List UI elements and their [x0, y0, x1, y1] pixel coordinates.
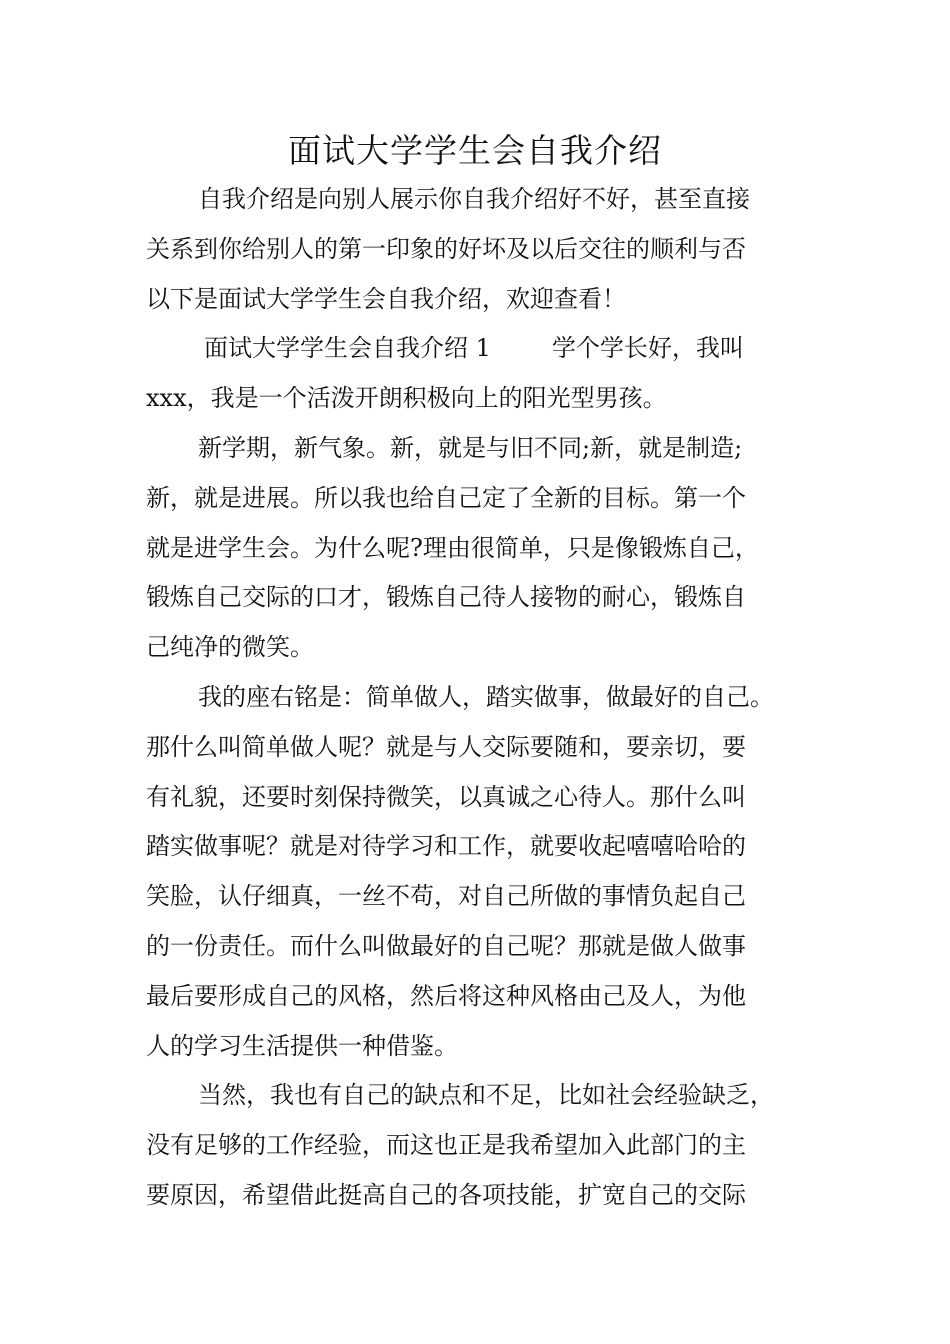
paragraph-line: 以下是面试大学学生会自我介绍，欢迎查看！ — [146, 284, 626, 313]
paragraph-line: 的一份责任。而什么叫做最好的自己呢？那就是做人做事 — [146, 931, 746, 960]
paragraph-line: xxx，我是一个活泼开朗积极向上的阳光型男孩。 — [146, 384, 667, 413]
paragraph-line: 我的座右铭是：简单做人，踏实做事，做最好的自己。 — [198, 682, 774, 711]
paragraph-line: 新学期，新气象。新，就是与旧不同;新，就是制造; — [198, 433, 743, 462]
paragraph-line: 新，就是进展。所以我也给自己定了全新的目标。第一个 — [146, 483, 746, 512]
paragraph-line: 踏实做事呢？就是对待学习和工作，就要收起嘻嘻哈哈的 — [146, 832, 746, 861]
paragraph-line: 有礼貌，还要时刻保持微笑，以真诚之心待人。那什么叫 — [146, 782, 746, 811]
paragraph-line: 要原因，希望借此挺高自己的各项技能，扩宽自己的交际 — [146, 1180, 746, 1209]
paragraph-line: 最后要形成自己的风格，然后将这种风格由己及人，为他 — [146, 981, 746, 1010]
paragraph-line: 没有足够的工作经验，而这也正是我希望加入此部门的主 — [146, 1131, 746, 1160]
paragraph-line: 就是进学生会。为什么呢?理由很简单，只是像锻炼自己， — [146, 533, 759, 562]
section-heading-line: 面试大学学生会自我介绍 1 学个学长好，我叫 — [204, 334, 744, 363]
document-body — [146, 175, 816, 1221]
paragraph-line: 笑脸，认仔细真，一丝不苟，对自己所做的事情负起自己 — [146, 882, 746, 911]
paragraph-line: 关系到你给别人的第一印象的好坏及以后交往的顺利与否 — [146, 234, 746, 263]
paragraph-line: 己纯净的微笑。 — [146, 633, 314, 662]
paragraph-line: 当然，我也有自己的缺点和不足，比如社会经验缺乏， — [198, 1081, 774, 1110]
paragraph-line: 锻炼自己交际的口才，锻炼自己待人接物的耐心，锻炼自 — [146, 583, 746, 612]
paragraph-line: 自我介绍是向别人展示你自我介绍好不好，甚至直接 — [198, 185, 750, 213]
paragraph-line: 人的学习生活提供一种借鉴。 — [146, 1031, 458, 1060]
document-title: 面试大学学生会自我介绍 — [288, 131, 662, 170]
paragraph-line: 那什么叫简单做人呢？就是与人交际要随和，要亲切，要 — [146, 732, 746, 761]
